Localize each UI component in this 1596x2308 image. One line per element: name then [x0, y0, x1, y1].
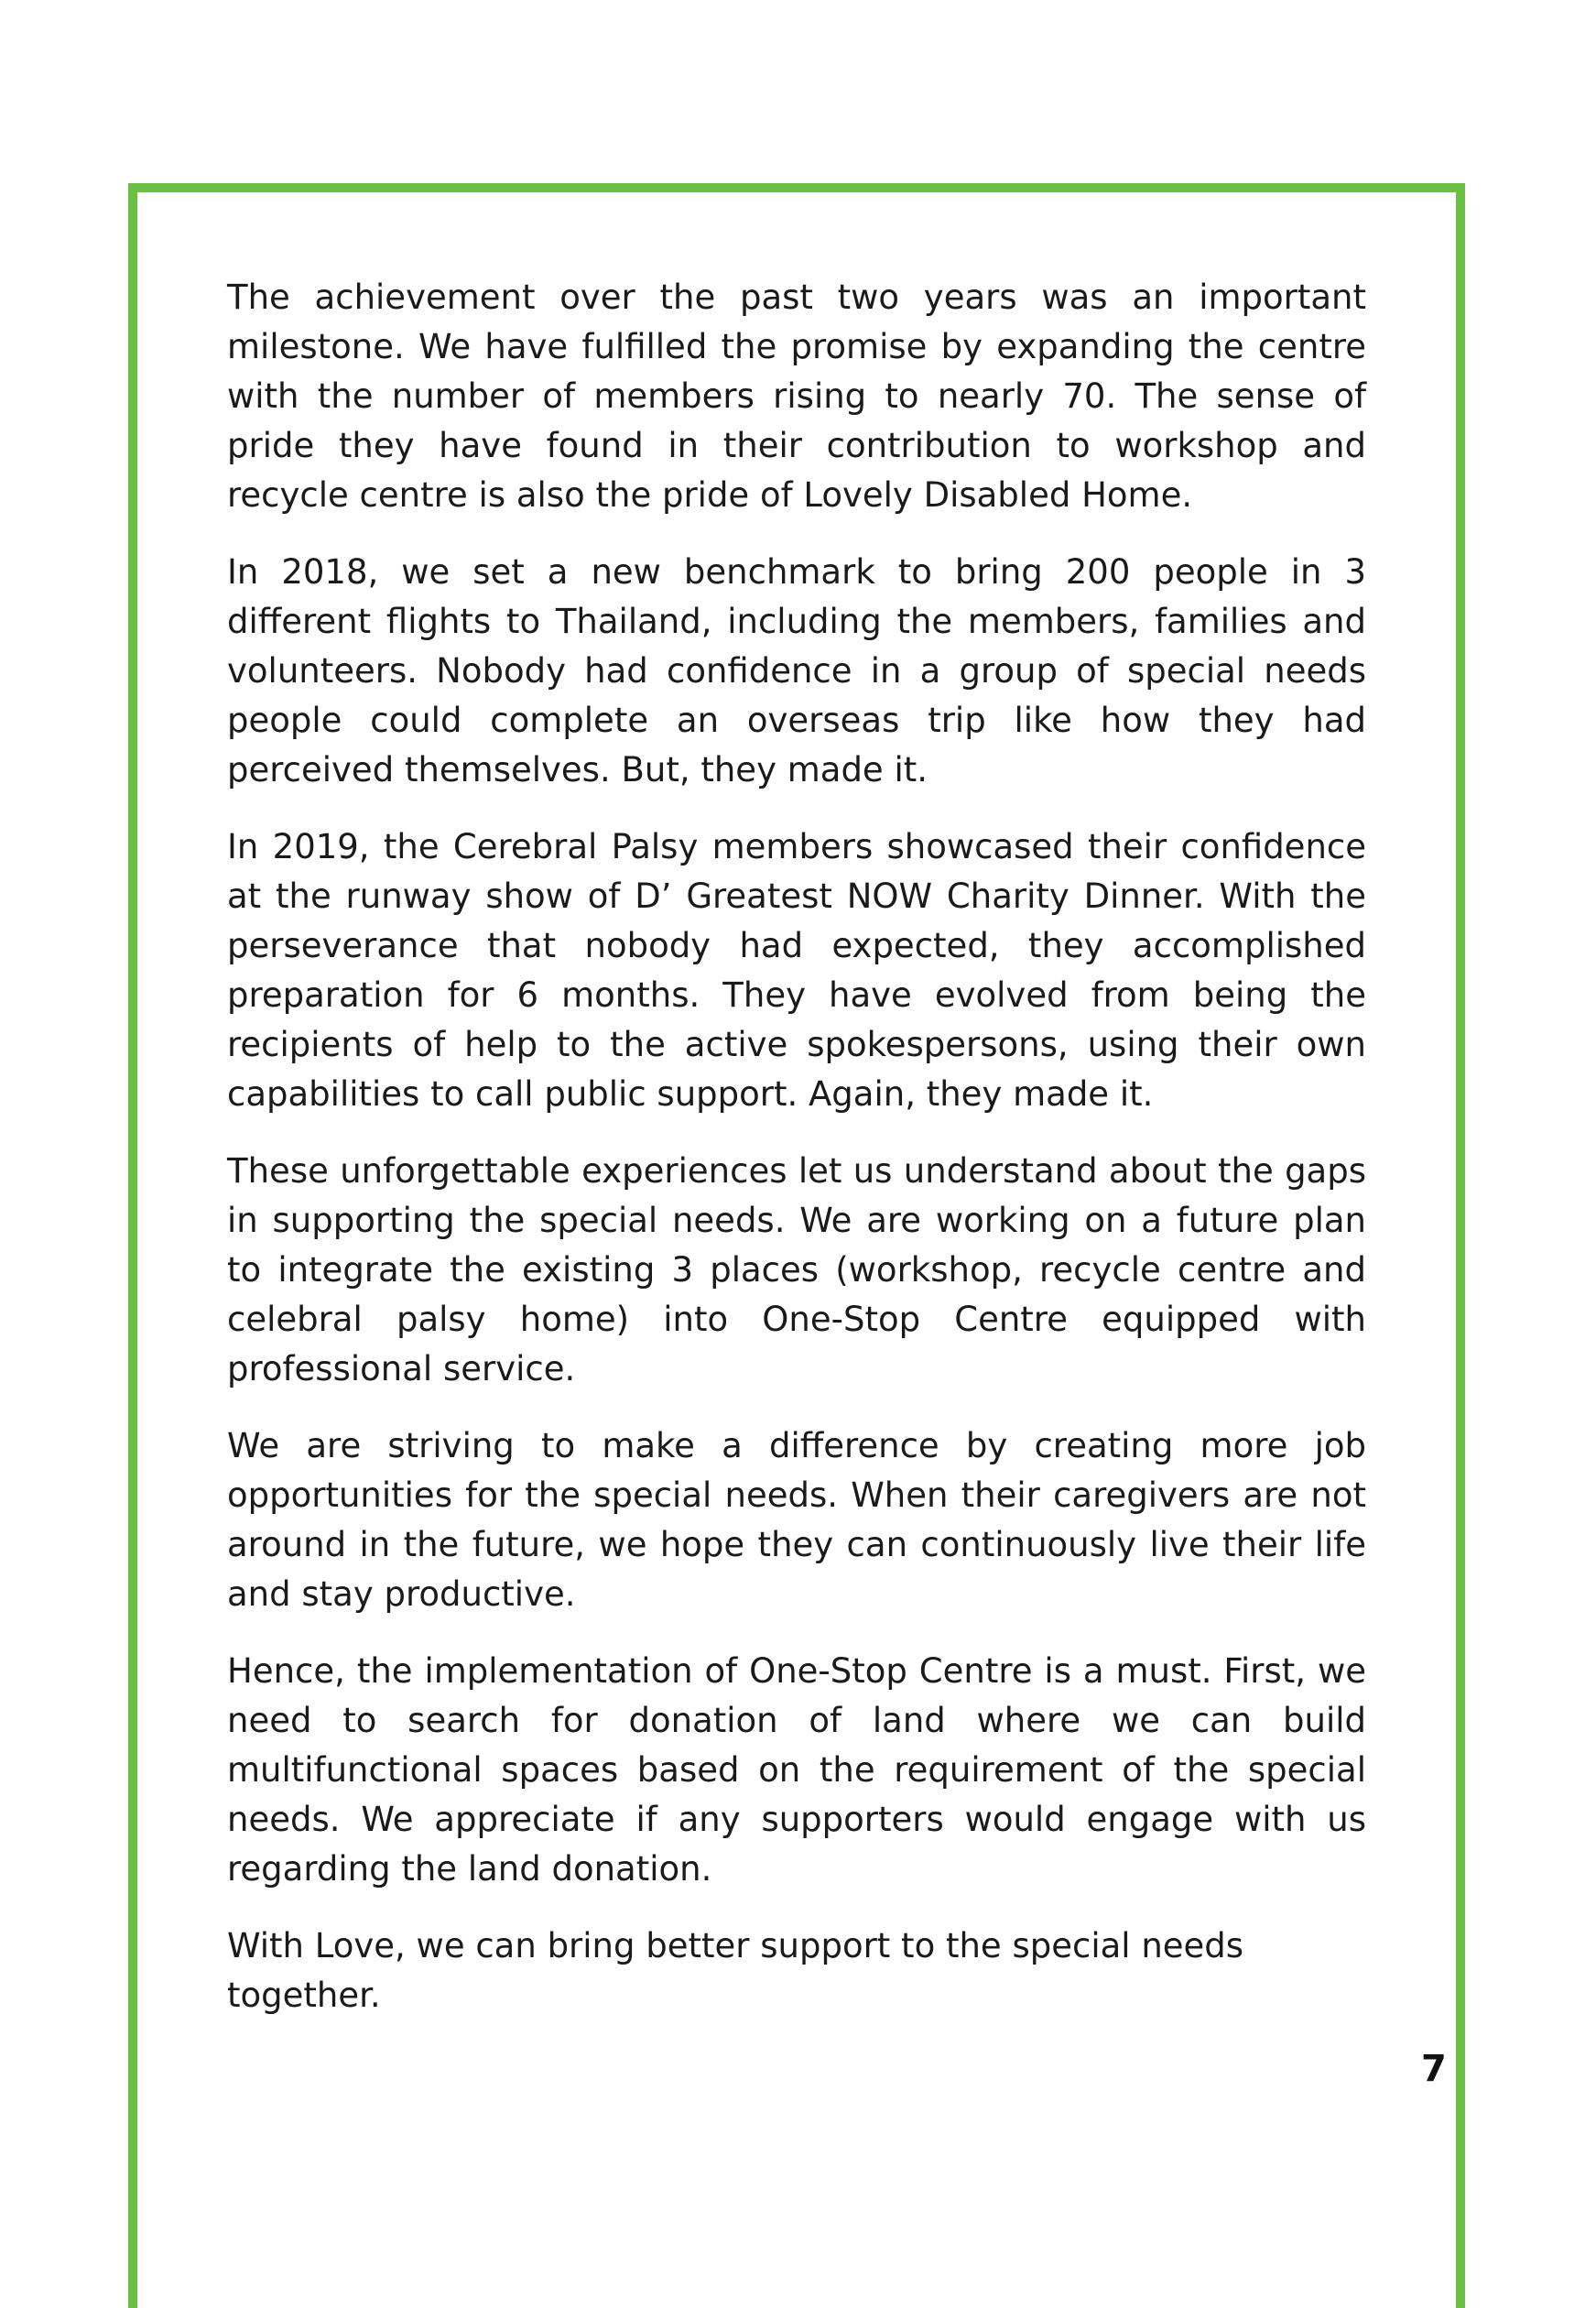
paragraph-7: With Love, we can bring better support to the special needs together. — [227, 1926, 1244, 2015]
paragraph-4: These unforgettable experiences let us understand about the gaps in supporting the special needs. We are working on a future plan to integrate the existing 3 places (workshop, recycle centre and celebral palsy home) into One-Stop Centre equipped with professional service. — [227, 1151, 1366, 1388]
page-number: 7 — [1421, 2048, 1447, 2090]
paragraph-3: In 2019, the Cerebral Palsy members showcased their confidence at the runway show of D’ Greatest NOW Charity Dinner. With the perseverance that nobody had expected, they accomplished preparation for 6 months. They have evolved from being the recipients of help to the active spokespersons, using their own capabilities to call public support. Again, they made it. — [227, 827, 1366, 1114]
paragraph-6: Hence, the implementation of One-Stop Centre is a must. First, we need to search for donation of land where we can build multifunctional spaces based on the requirement of the special needs. We appreciate if any supporters would engage with us regarding the land donation. — [227, 1651, 1366, 1889]
paragraph-5: We are striving to make a difference by creating more job opportunities for the special needs. When their caregivers are not around in the future, we hope they can continuously live their life and stay productive. — [227, 1426, 1366, 1614]
body-text — [227, 273, 1366, 2048]
paragraph-1: The achievement over the past two years was an important milestone. We have fulfilled the promise by expanding the centre with the number of members rising to nearly 70. The sense of pride they have found in their contribution to workshop and recycle centre is also the pride of Lovely Disabled Home. — [227, 278, 1366, 515]
paragraph-2: In 2018, we set a new benchmark to bring 200 people in 3 different flights to Thailand, including the members, families and volunteers. Nobody had confidence in a group of special needs people could complete an overseas trip like how they had perceived themselves. But, they made it. — [227, 552, 1366, 789]
